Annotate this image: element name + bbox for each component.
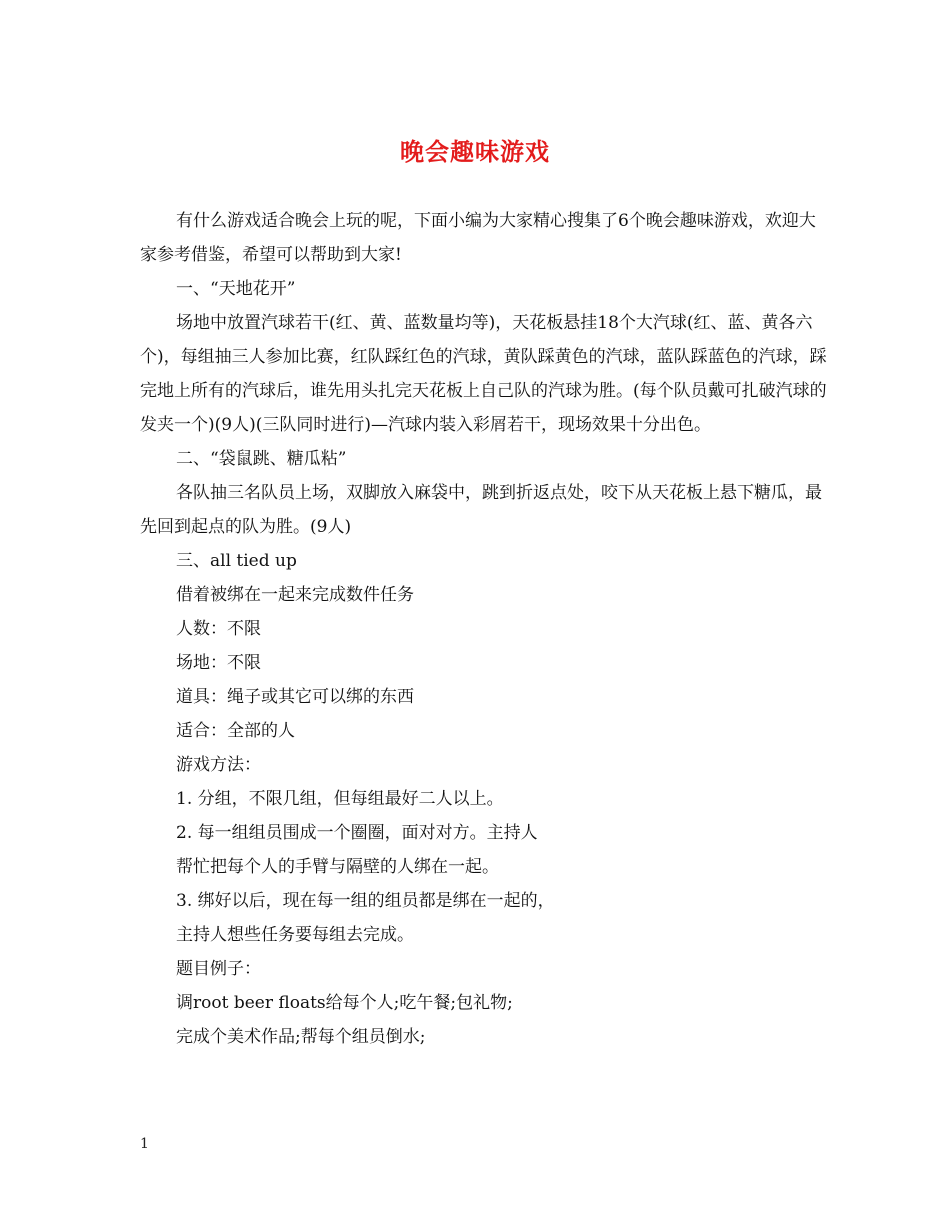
section-heading-3: 三、all tied up: [176, 551, 297, 571]
game-3-suitable: 适合：全部的人: [176, 721, 295, 741]
page-number: 1: [140, 1136, 149, 1152]
game-2-description: 各队抽三名队员上场，双脚放入麻袋中，跳到折返点处，咬下从天花板上悬下糖瓜，最先回到起点的队为胜。(9人): [140, 483, 822, 537]
intro-paragraph: 有什么游戏适合晚会上玩的呢，下面小编为大家精心搜集了6个晚会趣味游戏，欢迎大家参考借鉴，希望可以帮助到大家!: [140, 211, 816, 265]
game-3-summary: 借着被绑在一起来完成数件任务: [176, 585, 414, 605]
game-3-step-3: 3. 绑好以后，现在每一组的组员都是绑在一起的，: [176, 891, 555, 911]
game-3-step-3-cont: 主持人想些任务要每组去完成。: [176, 925, 414, 945]
examples-line-2: 完成个美术作品;帮每个组员倒水;: [176, 1027, 426, 1047]
game-3-step-2: 2. 每一组组员围成一个圈圈，面对对方。主持人: [176, 823, 538, 843]
page-title: 晚会趣味游戏: [400, 137, 550, 166]
game-3-props: 道具：绳子或其它可以绑的东西: [176, 687, 414, 707]
examples-line-1: 调root beer floats给每个人;吃午餐;包礼物;: [176, 993, 513, 1013]
game-3-step-2-cont: 帮忙把每个人的手臂与隔壁的人绑在一起。: [176, 857, 499, 877]
section-heading-1: 一、“天地花开”: [176, 279, 296, 299]
game-1-description: 场地中放置汽球若干(红、黄、蓝数量均等)，天花板悬挂18个大汽球(红、蓝、黄各六个)，每组抽三人参加比赛，红队踩红色的汽球，黄队踩黄色的汽球，蓝队踩蓝色的汽球，踩完地上所有的汽球后，谁先用头扎完天花板上自己队的汽球为胜。(每个队员戴可扎破汽球的发夹一个)(9人)(三队同时进行)—汽球内装入彩屑若干，现场效果十分出色。: [140, 313, 827, 435]
game-3-step-1: 1. 分组，不限几组，但每组最好二人以上。: [176, 789, 504, 809]
game-3-method-heading: 游戏方法：: [176, 755, 261, 775]
document-body: [140, 204, 830, 1054]
section-heading-2: 二、“袋鼠跳、糖瓜粘”: [176, 449, 347, 469]
game-3-venue: 场地：不限: [176, 653, 261, 673]
examples-heading: 题目例子：: [176, 959, 261, 979]
game-3-people: 人数：不限: [176, 619, 261, 639]
